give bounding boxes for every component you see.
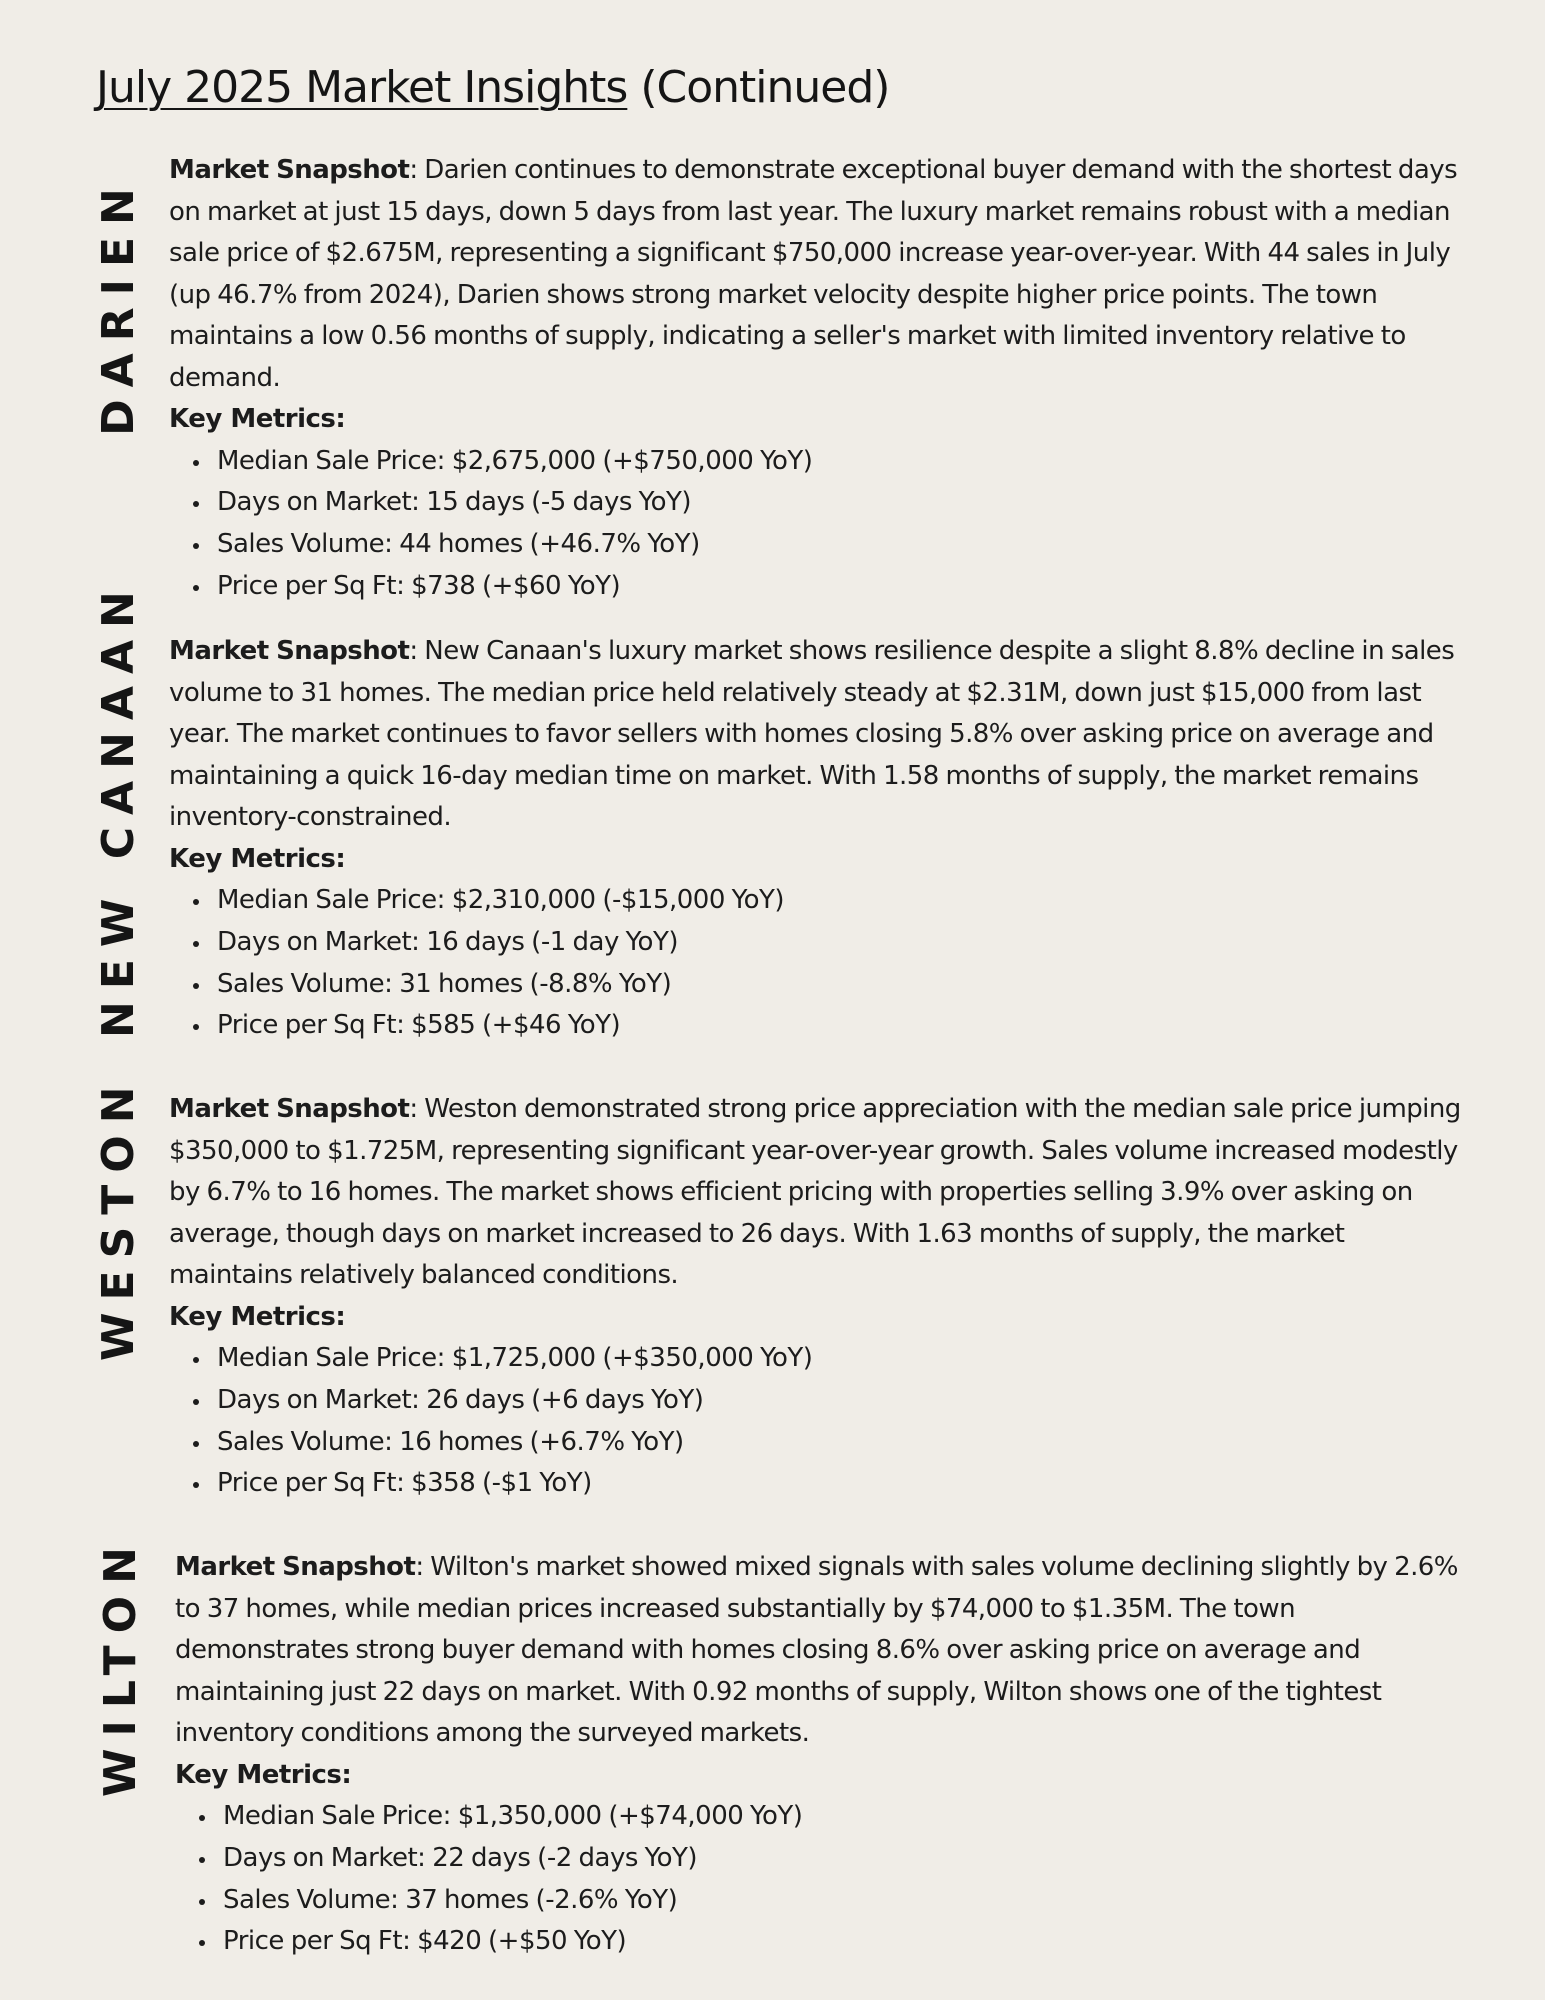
snapshot-text: : Wilton's market showed mixed signals with sales volume declining slightly by 2.6% to 37 homes, while median prices increased substantially by $74,000 to $1.35M. The town demonstrates strong buyer demand with homes closing 8.6% over asking price on average and maintaining just 22 days on market. With 0.92 months of supply, Wilton shows one of the tightest inventory conditions among the surveyed markets. (175, 1552, 1458, 1748)
snapshot-text: : Darien continues to demonstrate exceptional buyer demand with the shortest days on market at just 15 days, down 5 days from last year. The luxury market remains robust with a median sale price of $2.675M, representing a significant $750,000 increase year-over-year. With 44 sales in July (up 46.7% from 2024), Darien shows strong market velocity despite higher price points. The town maintains a low 0.56 months of supply, indicating a seller's market with limited inventory relative to demand. (169, 155, 1458, 393)
page-title-suffix: (Continued) (627, 62, 890, 113)
snapshot-text: : New Canaan's luxury market shows resilience despite a slight 8.8% decline in sales volume to 31 homes. The median price held relatively steady at $2.31M, down just $15,000 from last year. The market continues to favor sellers with homes closing 5.8% over asking price on average and maintaining a quick 16-day median time on market. With 1.58 months of supply, the market remains inventory-constrained. (169, 636, 1455, 832)
key-metrics-heading: Key Metrics: (169, 843, 346, 874)
key-metrics-list (169, 1338, 1469, 1505)
snapshot-label: Market Snapshot (169, 155, 410, 185)
market-snapshot-darien (169, 150, 1469, 399)
town-label-weston: WESTON (93, 1074, 144, 1361)
metric-sales-volume: Sales Volume: 31 homes (-8.8% YoY) (193, 964, 1469, 1006)
market-snapshot-new-canaan (169, 631, 1469, 839)
metric-price-per-sq-ft: Price per Sq Ft: $738 (+$60 YoY) (193, 566, 1469, 608)
metric-days-on-market: Days on Market: 26 days (+6 days YoY) (193, 1380, 1469, 1422)
metric-price-per-sq-ft: Price per Sq Ft: $358 (-$1 YoY) (193, 1463, 1469, 1505)
section-darien (0, 150, 1545, 600)
metric-median-sale-price: Median Sale Price: $2,675,000 (+$750,000 YoY) (193, 441, 1469, 483)
snapshot-text: : Weston demonstrated strong price appreciation with the median sale price jumping $350,000 to $1.725M, representing significant year-over-year growth. Sales volume increased modestly by 6.7% to 16 homes. The market shows efficient pricing with properties selling 3.9% over asking on average, though days on market increased to 26 days. With 1.63 months of supply, the market maintains relatively balanced conditions. (169, 1094, 1461, 1290)
section-content-weston (169, 1089, 1469, 1505)
key-metrics-heading: Key Metrics: (175, 1759, 352, 1790)
metric-price-per-sq-ft: Price per Sq Ft: $585 (+$46 YoY) (193, 1005, 1469, 1047)
metric-days-on-market: Days on Market: 16 days (-1 day YoY) (193, 922, 1469, 964)
market-snapshot-weston (169, 1089, 1469, 1297)
town-label-new-canaan: NEW CANAAN (93, 579, 144, 1038)
snapshot-label: Market Snapshot (169, 636, 410, 666)
metric-sales-volume: Sales Volume: 37 homes (-2.6% YoY) (199, 1880, 1475, 1922)
metric-price-per-sq-ft: Price per Sq Ft: $420 (+$50 YoY) (199, 1921, 1475, 1963)
section-content-wilton (175, 1547, 1475, 1963)
section-content-darien (169, 150, 1469, 608)
metric-sales-volume: Sales Volume: 16 homes (+6.7% YoY) (193, 1422, 1469, 1464)
snapshot-label: Market Snapshot (175, 1552, 416, 1582)
page-title-main: July 2025 Market Insights (96, 62, 628, 113)
page-title (96, 58, 889, 118)
metric-median-sale-price: Median Sale Price: $1,350,000 (+$74,000 YoY) (199, 1796, 1475, 1838)
metric-median-sale-price: Median Sale Price: $2,310,000 (-$15,000 YoY) (193, 880, 1469, 922)
metric-days-on-market: Days on Market: 15 days (-5 days YoY) (193, 482, 1469, 524)
section-weston (0, 1074, 1545, 1509)
town-label-wilton: WILTON (95, 1535, 146, 1797)
key-metrics-list (169, 880, 1469, 1047)
key-metrics-heading: Key Metrics: (169, 404, 346, 434)
metric-median-sale-price: Median Sale Price: $1,725,000 (+$350,000 YoY) (193, 1338, 1469, 1380)
town-label-darien: DARIEN (93, 176, 144, 436)
section-content-new-canaan (169, 631, 1469, 1047)
snapshot-label: Market Snapshot (169, 1094, 410, 1124)
metric-days-on-market: Days on Market: 22 days (-2 days YoY) (199, 1838, 1475, 1880)
market-snapshot-wilton (175, 1547, 1475, 1755)
key-metrics-list (169, 441, 1469, 608)
section-wilton (0, 1535, 1545, 1967)
key-metrics-heading: Key Metrics: (169, 1301, 346, 1332)
key-metrics-list (175, 1796, 1475, 1963)
metric-sales-volume: Sales Volume: 44 homes (+46.7% YoY) (193, 524, 1469, 566)
